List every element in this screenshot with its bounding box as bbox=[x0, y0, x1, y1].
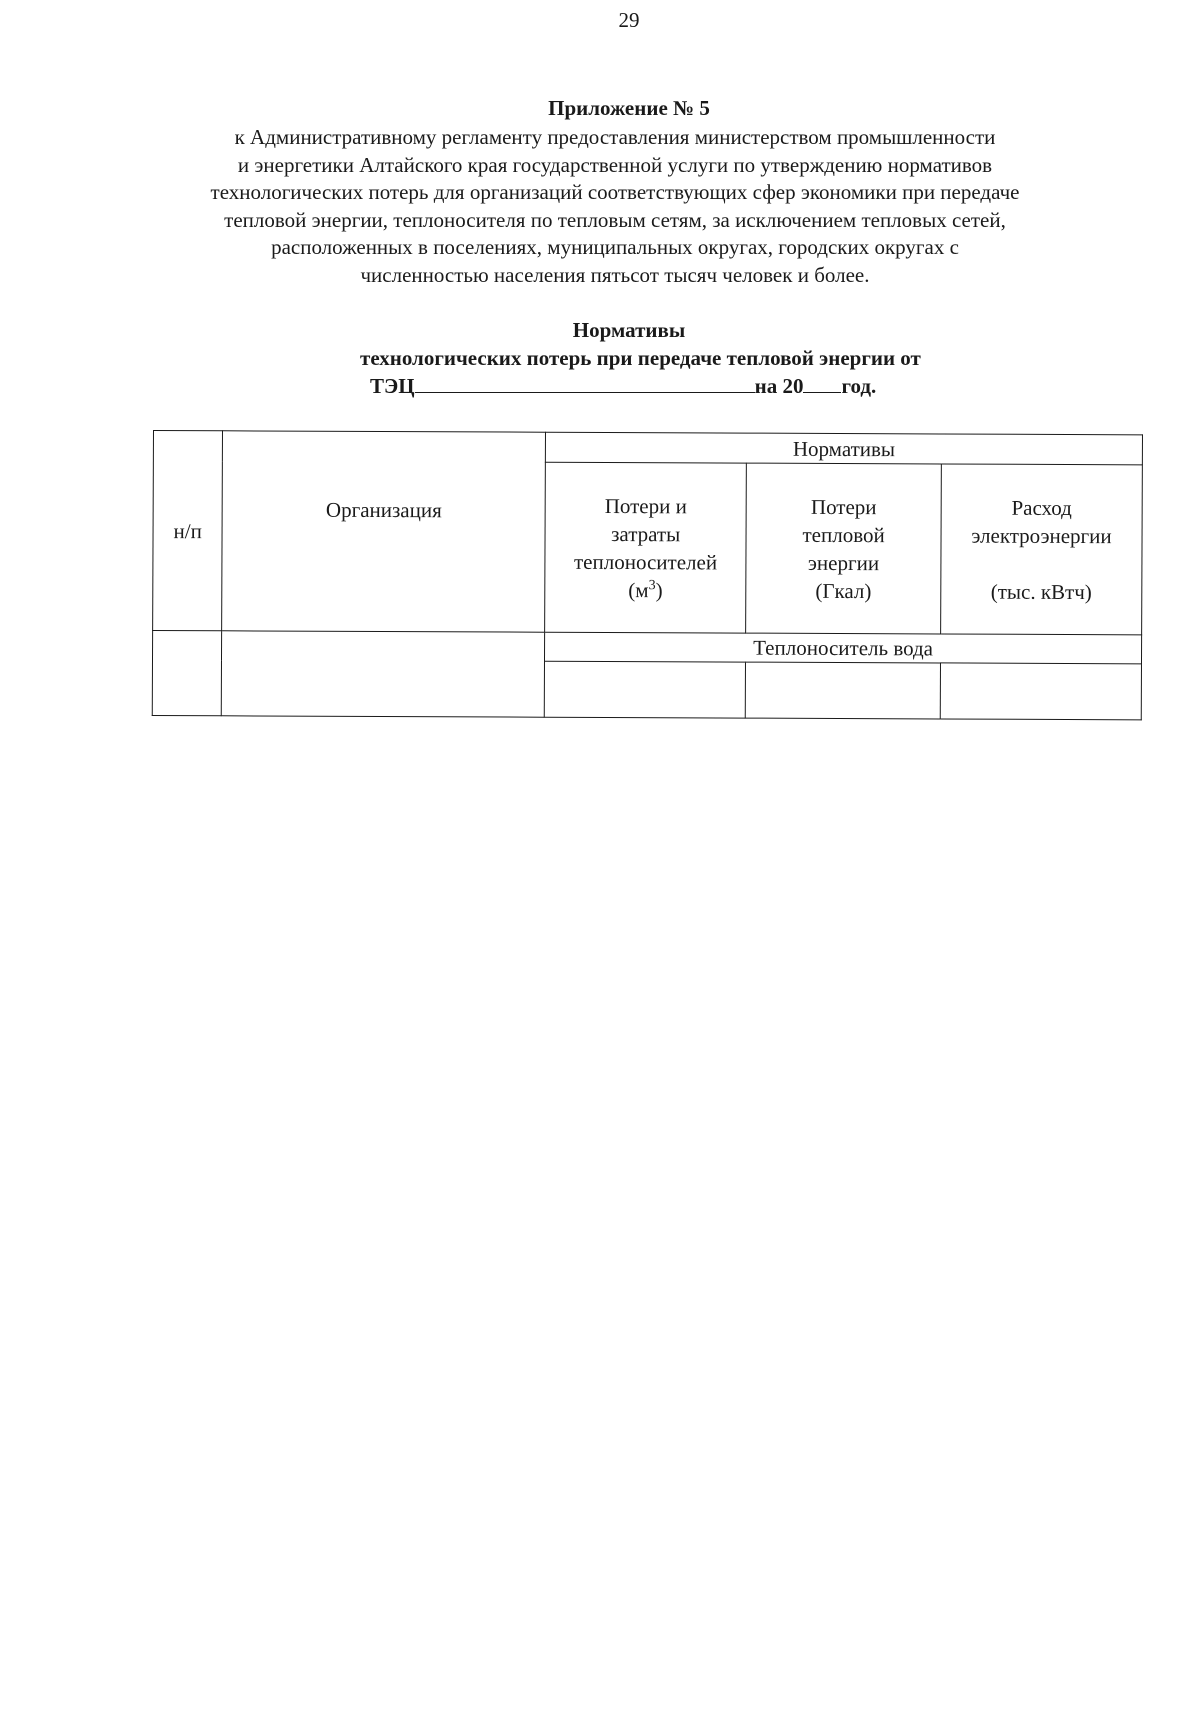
cell-heat-losses[interactable] bbox=[745, 662, 940, 719]
header-unit: $(м^3)$ bbox=[628, 577, 663, 602]
norms-table bbox=[152, 430, 1143, 720]
header-spacer bbox=[947, 549, 1135, 578]
cell-power-consumption[interactable] bbox=[940, 663, 1141, 720]
cell-coolant-losses[interactable] bbox=[544, 661, 745, 718]
subheader-coolant-water: Теплоноситель вода bbox=[545, 632, 1142, 664]
header-unit: (Гкал) bbox=[815, 578, 872, 603]
norms-title: Нормативы bbox=[572, 318, 686, 342]
header-np: н/п bbox=[153, 431, 223, 631]
header-text: затраты bbox=[611, 521, 681, 546]
header-coolant-losses bbox=[545, 462, 747, 633]
header-text: Потери и bbox=[604, 493, 687, 518]
header-text: теплоносителей bbox=[573, 549, 718, 574]
appendix-text bbox=[150, 124, 1080, 289]
appendix-line: расположенных в поселениях, муниципальных округах, городских округах с bbox=[271, 235, 959, 259]
year-blank[interactable] bbox=[803, 374, 841, 393]
appendix-line: и энергетики Алтайского края государственной услуги по утверждению нормативов bbox=[237, 152, 993, 177]
header-text: энергии bbox=[807, 550, 880, 575]
header-text: Потери bbox=[810, 494, 877, 519]
year-suffix: год. bbox=[841, 374, 877, 398]
header-text: Расход bbox=[1011, 495, 1072, 520]
header-power-consumption bbox=[941, 464, 1143, 635]
appendix-line: численностью населения пятьсот тысяч человек и более. bbox=[360, 262, 870, 287]
cell-np[interactable] bbox=[152, 631, 222, 716]
header-unit: (тыс. кВтч) bbox=[990, 579, 1092, 604]
appendix-line: технологических потерь для организаций соответствующих сфер экономики при передаче bbox=[210, 180, 1020, 204]
header-organization: Организация bbox=[222, 431, 546, 632]
page-number: 29 bbox=[618, 8, 640, 32]
plant-name-blank[interactable] bbox=[415, 374, 755, 393]
appendix-title: Приложение № 5 bbox=[548, 96, 710, 120]
cell-organization[interactable] bbox=[222, 631, 545, 717]
header-heat-losses bbox=[746, 463, 942, 634]
appendix-line: тепловой энергии, теплоносителя по тепловым сетям, за исключением тепловых сетей, bbox=[224, 207, 1006, 232]
appendix-line: к Административному регламенту предоставления министерством промышленности bbox=[234, 125, 996, 149]
norms-subtitle: технологических потерь при передаче тепловой энергии от bbox=[360, 346, 921, 370]
year-prefix: на 20 bbox=[754, 374, 804, 398]
header-text: тепловой bbox=[802, 522, 885, 547]
header-text: электроэнергии bbox=[971, 523, 1112, 548]
header-group-norms: Нормативы bbox=[545, 432, 1142, 465]
plant-prefix: ТЭЦ bbox=[370, 374, 415, 398]
norms-plant-line bbox=[370, 374, 876, 399]
